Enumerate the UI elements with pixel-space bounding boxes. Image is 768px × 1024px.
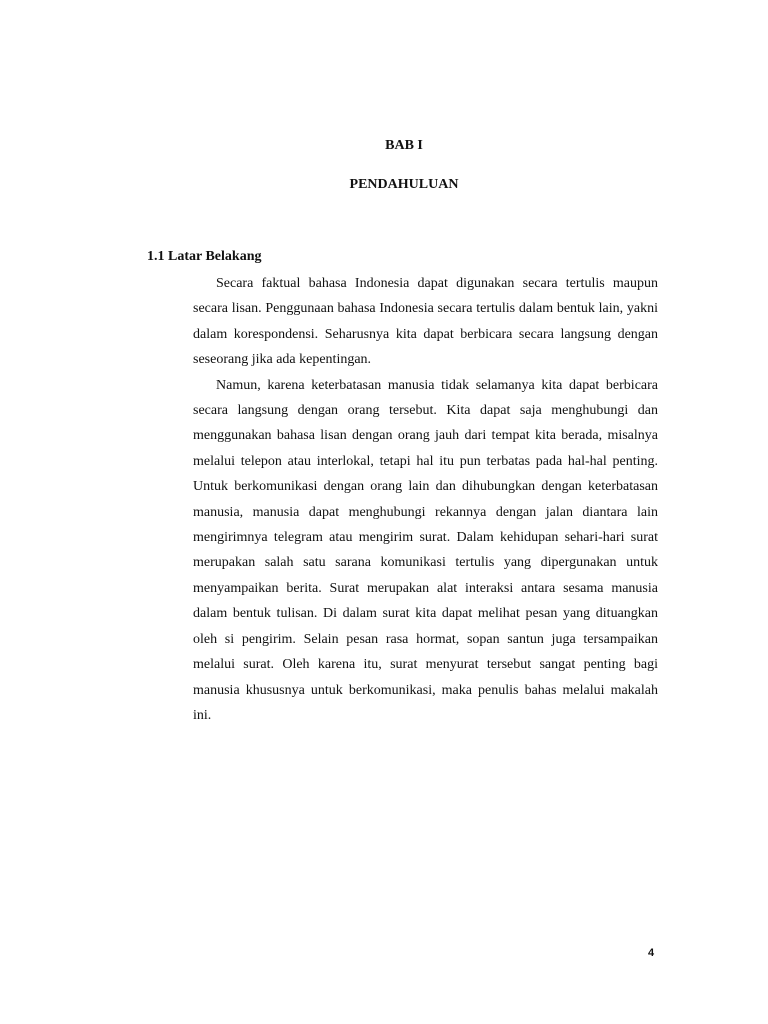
paragraph-1: Secara faktual bahasa Indonesia dapat digunakan secara tertulis maupun secara lisan. Penggunaan bahasa Indonesia secara tertulis dalam bentuk lain, yakni dalam korespondensi. Seharusnya kita dapat berbicara secara langsung dengan seseorang jika ada kepentingan. xyxy=(193,276,658,368)
page-number: 4 xyxy=(648,947,655,959)
chapter-title: PENDAHULUAN xyxy=(349,177,459,192)
paragraph-2: Namun, karena keterbatasan manusia tidak selamanya kita dapat berbicara secara langsung dengan orang tersebut. Kita dapat saja menghubungi dan menggunakan bahasa lisan dengan orang jauh dari tempat kita berada, misalnya melalui telepon atau interlokal, tetapi hal itu pun terbatas pada hal-hal penting. Untuk berkomunikasi dengan orang lain dan dihubungkan dengan keterbatasan manusia, manusia dapat menghubungi rekannya dengan jalan diantara lain mengirimnya telegram atau mengirim surat. Dalam kehidupan sehari-hari surat merupakan salah satu sarana komunikasi tertulis yang dipergunakan untuk menyampaikan berita. Surat merupakan alat interaksi antara sesama manusia dalam bentuk tulisan. Di dalam surat kita dapat melihat pesan yang dituangkan oleh si pengirim. Selain pesan rasa hormat, sopan santun juga tersampaikan melalui surat. Oleh karena itu, surat menyurat tersebut sangat penting bagi manusia khususnya untuk berkomunikasi, maka penulis bahas melalui makalah ini. xyxy=(193,377,658,723)
chapter-number: BAB I xyxy=(385,138,423,153)
section-heading: 1.1 Latar Belakang xyxy=(147,249,262,264)
section-body xyxy=(193,271,658,728)
